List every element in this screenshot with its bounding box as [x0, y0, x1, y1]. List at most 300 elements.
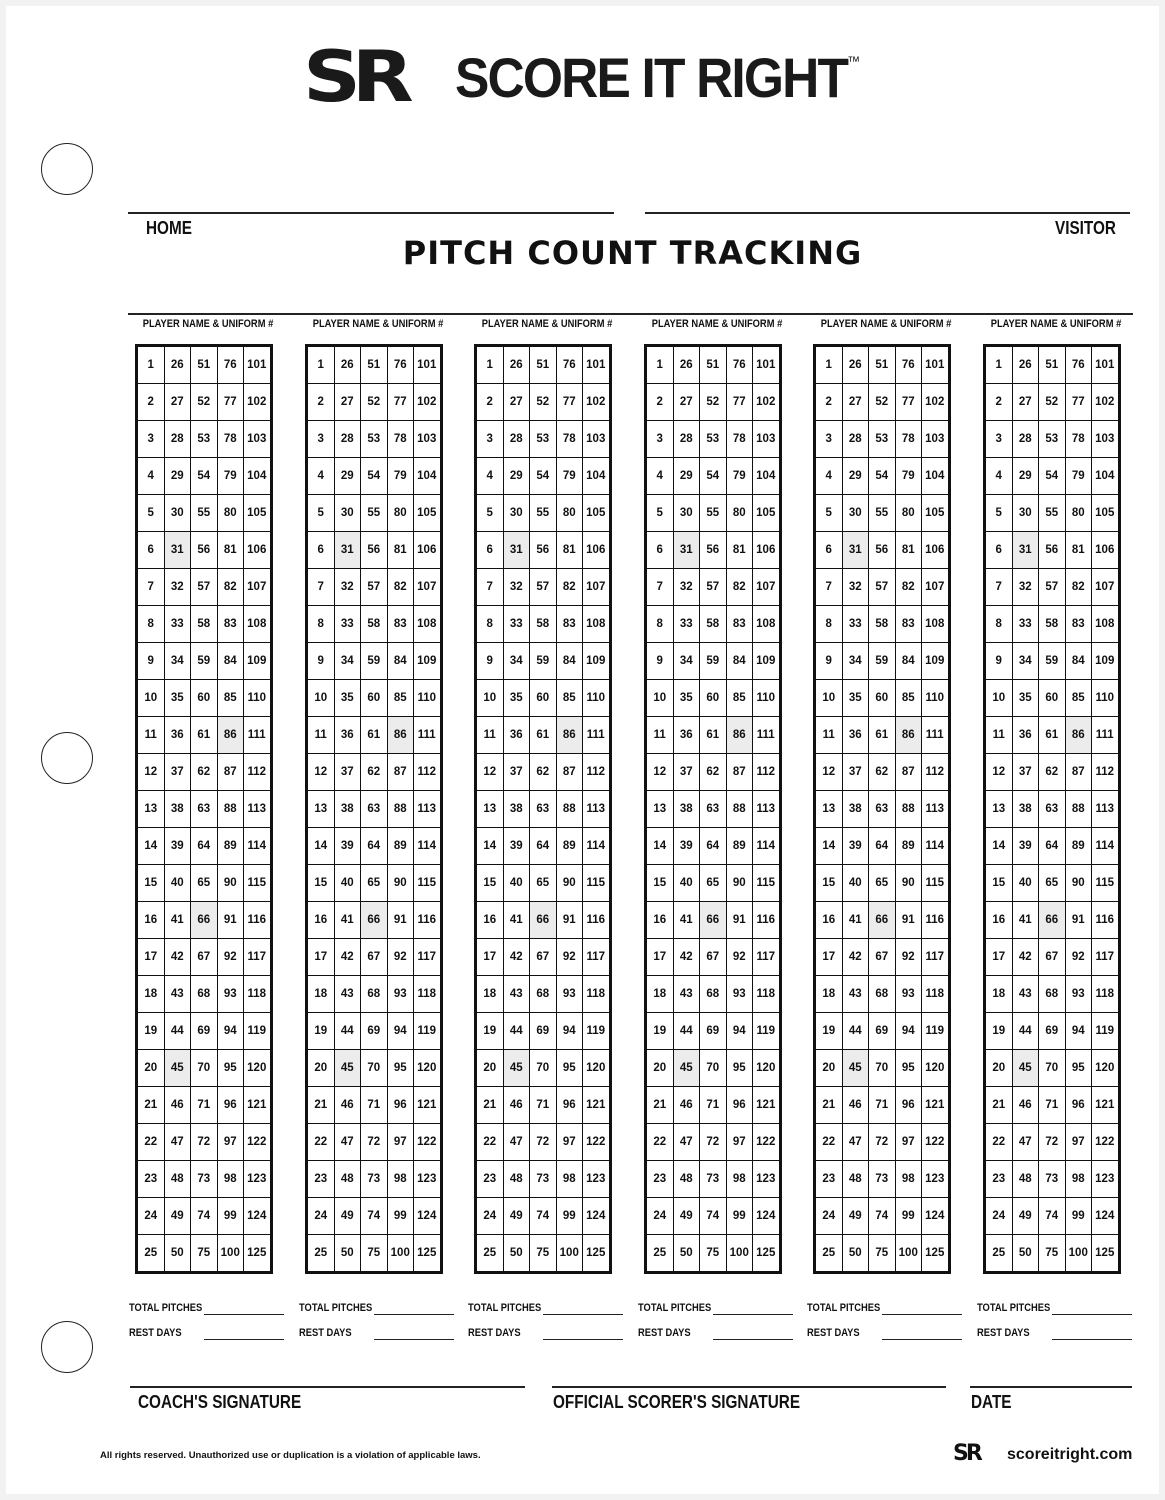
- pitch-cell[interactable]: 100: [726, 1235, 753, 1273]
- pitch-cell[interactable]: 121: [1092, 1087, 1120, 1124]
- pitch-cell[interactable]: 16: [476, 902, 504, 939]
- pitch-cell[interactable]: 80: [1065, 495, 1092, 532]
- pitch-cell[interactable]: 85: [387, 680, 414, 717]
- pitch-cell[interactable]: 103: [414, 421, 442, 458]
- pitch-cell[interactable]: 84: [726, 643, 753, 680]
- pitch-cell[interactable]: 62: [361, 754, 388, 791]
- pitch-cell[interactable]: 64: [700, 828, 727, 865]
- pitch-cell[interactable]: 37: [503, 754, 530, 791]
- pitch-cell[interactable]: 118: [583, 976, 611, 1013]
- pitch-cell[interactable]: 117: [1092, 939, 1120, 976]
- pitch-cell[interactable]: 96: [387, 1087, 414, 1124]
- pitch-cell[interactable]: 83: [726, 606, 753, 643]
- pitch-cell[interactable]: 58: [530, 606, 557, 643]
- pitch-cell[interactable]: 35: [334, 680, 361, 717]
- pitch-cell[interactable]: 57: [191, 569, 218, 606]
- pitch-cell[interactable]: 45: [164, 1050, 191, 1087]
- pitch-cell[interactable]: 1: [476, 346, 504, 384]
- total-pitches-line[interactable]: [374, 1314, 454, 1315]
- pitch-cell[interactable]: 74: [530, 1198, 557, 1235]
- pitch-cell[interactable]: 18: [307, 976, 335, 1013]
- pitch-cell[interactable]: 74: [361, 1198, 388, 1235]
- pitch-cell[interactable]: 14: [646, 828, 674, 865]
- pitch-cell[interactable]: 54: [700, 458, 727, 495]
- pitch-cell[interactable]: 11: [646, 717, 674, 754]
- pitch-cell[interactable]: 60: [869, 680, 896, 717]
- pitch-cell[interactable]: 75: [530, 1235, 557, 1273]
- pitch-cell[interactable]: 23: [815, 1161, 843, 1198]
- pitch-cell[interactable]: 73: [1039, 1161, 1066, 1198]
- pitch-cell[interactable]: 50: [842, 1235, 869, 1273]
- pitch-cell[interactable]: 74: [869, 1198, 896, 1235]
- pitch-cell[interactable]: 48: [164, 1161, 191, 1198]
- pitch-cell[interactable]: 31: [164, 532, 191, 569]
- pitch-cell[interactable]: 99: [217, 1198, 244, 1235]
- pitch-cell[interactable]: 118: [753, 976, 781, 1013]
- pitch-cell[interactable]: 83: [895, 606, 922, 643]
- pitch-cell[interactable]: 77: [217, 384, 244, 421]
- pitch-cell[interactable]: 8: [985, 606, 1013, 643]
- pitch-cell[interactable]: 6: [815, 532, 843, 569]
- pitch-cell[interactable]: 52: [191, 384, 218, 421]
- pitch-cell[interactable]: 61: [191, 717, 218, 754]
- pitch-cell[interactable]: 50: [164, 1235, 191, 1273]
- pitch-cell[interactable]: 46: [842, 1087, 869, 1124]
- pitch-cell[interactable]: 36: [164, 717, 191, 754]
- pitch-cell[interactable]: 57: [530, 569, 557, 606]
- pitch-cell[interactable]: 119: [1092, 1013, 1120, 1050]
- pitch-cell[interactable]: 11: [815, 717, 843, 754]
- pitch-cell[interactable]: 81: [726, 532, 753, 569]
- pitch-cell[interactable]: 42: [673, 939, 700, 976]
- pitch-cell[interactable]: 96: [217, 1087, 244, 1124]
- pitch-cell[interactable]: 111: [922, 717, 950, 754]
- pitch-cell[interactable]: 100: [387, 1235, 414, 1273]
- pitch-cell[interactable]: 29: [164, 458, 191, 495]
- player-name-label[interactable]: PLAYER NAME & UNIFORM #: [820, 318, 952, 330]
- pitch-cell[interactable]: 11: [307, 717, 335, 754]
- pitch-cell[interactable]: 108: [753, 606, 781, 643]
- pitch-cell[interactable]: 79: [387, 458, 414, 495]
- pitch-cell[interactable]: 52: [700, 384, 727, 421]
- pitch-cell[interactable]: 43: [1012, 976, 1039, 1013]
- pitch-cell[interactable]: 24: [815, 1198, 843, 1235]
- pitch-cell[interactable]: 82: [895, 569, 922, 606]
- pitch-cell[interactable]: 7: [815, 569, 843, 606]
- pitch-cell[interactable]: 125: [414, 1235, 442, 1273]
- pitch-cell[interactable]: 74: [191, 1198, 218, 1235]
- pitch-cell[interactable]: 65: [530, 865, 557, 902]
- pitch-cell[interactable]: 57: [700, 569, 727, 606]
- pitch-cell[interactable]: 53: [530, 421, 557, 458]
- pitch-cell[interactable]: 66: [1039, 902, 1066, 939]
- pitch-cell[interactable]: 8: [307, 606, 335, 643]
- pitch-cell[interactable]: 110: [414, 680, 442, 717]
- pitch-cell[interactable]: 90: [217, 865, 244, 902]
- pitch-cell[interactable]: 43: [334, 976, 361, 1013]
- pitch-cell[interactable]: 113: [1092, 791, 1120, 828]
- pitch-cell[interactable]: 58: [700, 606, 727, 643]
- pitch-cell[interactable]: 55: [700, 495, 727, 532]
- pitch-cell[interactable]: 25: [646, 1235, 674, 1273]
- pitch-cell[interactable]: 97: [217, 1124, 244, 1161]
- pitch-cell[interactable]: 63: [191, 791, 218, 828]
- pitch-cell[interactable]: 99: [726, 1198, 753, 1235]
- pitch-cell[interactable]: 108: [922, 606, 950, 643]
- pitch-cell[interactable]: 100: [1065, 1235, 1092, 1273]
- pitch-cell[interactable]: 83: [217, 606, 244, 643]
- pitch-cell[interactable]: 37: [334, 754, 361, 791]
- pitch-cell[interactable]: 116: [1092, 902, 1120, 939]
- pitch-cell[interactable]: 24: [307, 1198, 335, 1235]
- pitch-cell[interactable]: 107: [922, 569, 950, 606]
- pitch-cell[interactable]: 32: [503, 569, 530, 606]
- pitch-cell[interactable]: 95: [556, 1050, 583, 1087]
- pitch-cell[interactable]: 8: [137, 606, 165, 643]
- pitch-cell[interactable]: 78: [387, 421, 414, 458]
- pitch-cell[interactable]: 35: [164, 680, 191, 717]
- pitch-cell[interactable]: 95: [217, 1050, 244, 1087]
- pitch-cell[interactable]: 47: [842, 1124, 869, 1161]
- date-line[interactable]: [970, 1386, 1132, 1388]
- pitch-cell[interactable]: 75: [361, 1235, 388, 1273]
- pitch-cell[interactable]: 99: [1065, 1198, 1092, 1235]
- pitch-cell[interactable]: 123: [244, 1161, 272, 1198]
- pitch-cell[interactable]: 18: [646, 976, 674, 1013]
- pitch-cell[interactable]: 20: [985, 1050, 1013, 1087]
- pitch-cell[interactable]: 42: [503, 939, 530, 976]
- pitch-cell[interactable]: 59: [869, 643, 896, 680]
- pitch-cell[interactable]: 26: [164, 346, 191, 384]
- pitch-cell[interactable]: 1: [646, 346, 674, 384]
- pitch-cell[interactable]: 71: [191, 1087, 218, 1124]
- pitch-cell[interactable]: 18: [815, 976, 843, 1013]
- pitch-cell[interactable]: 81: [387, 532, 414, 569]
- pitch-cell[interactable]: 22: [137, 1124, 165, 1161]
- pitch-cell[interactable]: 7: [137, 569, 165, 606]
- pitch-cell[interactable]: 69: [700, 1013, 727, 1050]
- pitch-cell[interactable]: 109: [583, 643, 611, 680]
- pitch-cell[interactable]: 27: [1012, 384, 1039, 421]
- pitch-cell[interactable]: 65: [361, 865, 388, 902]
- player-name-label[interactable]: PLAYER NAME & UNIFORM #: [651, 318, 783, 330]
- pitch-cell[interactable]: 2: [476, 384, 504, 421]
- pitch-cell[interactable]: 37: [164, 754, 191, 791]
- pitch-cell[interactable]: 85: [726, 680, 753, 717]
- pitch-cell[interactable]: 80: [726, 495, 753, 532]
- pitch-cell[interactable]: 76: [1065, 346, 1092, 384]
- player-name-label[interactable]: PLAYER NAME & UNIFORM #: [990, 318, 1122, 330]
- pitch-cell[interactable]: 6: [985, 532, 1013, 569]
- pitch-cell[interactable]: 119: [414, 1013, 442, 1050]
- pitch-cell[interactable]: 15: [646, 865, 674, 902]
- pitch-cell[interactable]: 41: [1012, 902, 1039, 939]
- pitch-cell[interactable]: 109: [414, 643, 442, 680]
- pitch-cell[interactable]: 51: [700, 346, 727, 384]
- pitch-cell[interactable]: 85: [895, 680, 922, 717]
- pitch-cell[interactable]: 86: [217, 717, 244, 754]
- pitch-cell[interactable]: 94: [387, 1013, 414, 1050]
- pitch-cell[interactable]: 100: [556, 1235, 583, 1273]
- pitch-cell[interactable]: 42: [1012, 939, 1039, 976]
- pitch-cell[interactable]: 88: [556, 791, 583, 828]
- pitch-cell[interactable]: 43: [842, 976, 869, 1013]
- pitch-cell[interactable]: 13: [815, 791, 843, 828]
- pitch-cell[interactable]: 55: [191, 495, 218, 532]
- pitch-cell[interactable]: 13: [307, 791, 335, 828]
- pitch-cell[interactable]: 69: [530, 1013, 557, 1050]
- pitch-cell[interactable]: 12: [815, 754, 843, 791]
- pitch-cell[interactable]: 87: [895, 754, 922, 791]
- pitch-cell[interactable]: 66: [869, 902, 896, 939]
- pitch-cell[interactable]: 82: [556, 569, 583, 606]
- pitch-cell[interactable]: 1: [815, 346, 843, 384]
- pitch-cell[interactable]: 56: [191, 532, 218, 569]
- pitch-cell[interactable]: 8: [815, 606, 843, 643]
- pitch-cell[interactable]: 37: [673, 754, 700, 791]
- pitch-cell[interactable]: 120: [922, 1050, 950, 1087]
- pitch-cell[interactable]: 5: [815, 495, 843, 532]
- pitch-cell[interactable]: 26: [1012, 346, 1039, 384]
- pitch-cell[interactable]: 7: [646, 569, 674, 606]
- pitch-cell[interactable]: 89: [726, 828, 753, 865]
- player-name-label[interactable]: PLAYER NAME & UNIFORM #: [312, 318, 444, 330]
- pitch-cell[interactable]: 19: [985, 1013, 1013, 1050]
- pitch-cell[interactable]: 21: [307, 1087, 335, 1124]
- pitch-cell[interactable]: 74: [700, 1198, 727, 1235]
- pitch-cell[interactable]: 23: [476, 1161, 504, 1198]
- pitch-cell[interactable]: 64: [361, 828, 388, 865]
- pitch-cell[interactable]: 27: [334, 384, 361, 421]
- pitch-cell[interactable]: 107: [1092, 569, 1120, 606]
- pitch-cell[interactable]: 114: [414, 828, 442, 865]
- pitch-cell[interactable]: 39: [842, 828, 869, 865]
- pitch-cell[interactable]: 88: [895, 791, 922, 828]
- pitch-cell[interactable]: 17: [815, 939, 843, 976]
- pitch-cell[interactable]: 77: [1065, 384, 1092, 421]
- player-name-label[interactable]: PLAYER NAME & UNIFORM #: [142, 318, 274, 330]
- pitch-cell[interactable]: 72: [191, 1124, 218, 1161]
- pitch-cell[interactable]: 60: [361, 680, 388, 717]
- pitch-cell[interactable]: 10: [646, 680, 674, 717]
- pitch-cell[interactable]: 122: [1092, 1124, 1120, 1161]
- pitch-cell[interactable]: 17: [646, 939, 674, 976]
- pitch-cell[interactable]: 87: [217, 754, 244, 791]
- pitch-cell[interactable]: 106: [414, 532, 442, 569]
- pitch-cell[interactable]: 71: [530, 1087, 557, 1124]
- pitch-cell[interactable]: 23: [985, 1161, 1013, 1198]
- pitch-cell[interactable]: 66: [700, 902, 727, 939]
- pitch-cell[interactable]: 105: [1092, 495, 1120, 532]
- pitch-cell[interactable]: 47: [334, 1124, 361, 1161]
- pitch-cell[interactable]: 33: [503, 606, 530, 643]
- pitch-cell[interactable]: 31: [334, 532, 361, 569]
- pitch-cell[interactable]: 103: [922, 421, 950, 458]
- pitch-cell[interactable]: 13: [985, 791, 1013, 828]
- pitch-cell[interactable]: 33: [164, 606, 191, 643]
- pitch-cell[interactable]: 120: [583, 1050, 611, 1087]
- pitch-cell[interactable]: 59: [191, 643, 218, 680]
- pitch-cell[interactable]: 51: [530, 346, 557, 384]
- pitch-cell[interactable]: 111: [583, 717, 611, 754]
- pitch-cell[interactable]: 93: [556, 976, 583, 1013]
- pitch-cell[interactable]: 73: [530, 1161, 557, 1198]
- pitch-cell[interactable]: 55: [1039, 495, 1066, 532]
- pitch-cell[interactable]: 113: [414, 791, 442, 828]
- pitch-cell[interactable]: 79: [1065, 458, 1092, 495]
- pitch-cell[interactable]: 79: [726, 458, 753, 495]
- pitch-cell[interactable]: 77: [556, 384, 583, 421]
- pitch-cell[interactable]: 63: [530, 791, 557, 828]
- pitch-cell[interactable]: 105: [753, 495, 781, 532]
- pitch-cell[interactable]: 122: [753, 1124, 781, 1161]
- pitch-cell[interactable]: 68: [1039, 976, 1066, 1013]
- pitch-cell[interactable]: 9: [476, 643, 504, 680]
- pitch-cell[interactable]: 32: [164, 569, 191, 606]
- pitch-cell[interactable]: 95: [726, 1050, 753, 1087]
- pitch-cell[interactable]: 41: [334, 902, 361, 939]
- scorer-signature-line[interactable]: [552, 1386, 946, 1388]
- pitch-cell[interactable]: 9: [307, 643, 335, 680]
- pitch-cell[interactable]: 39: [1012, 828, 1039, 865]
- pitch-cell[interactable]: 6: [476, 532, 504, 569]
- pitch-cell[interactable]: 47: [1012, 1124, 1039, 1161]
- pitch-cell[interactable]: 34: [334, 643, 361, 680]
- pitch-cell[interactable]: 114: [583, 828, 611, 865]
- pitch-cell[interactable]: 23: [307, 1161, 335, 1198]
- pitch-cell[interactable]: 22: [646, 1124, 674, 1161]
- pitch-cell[interactable]: 38: [503, 791, 530, 828]
- pitch-cell[interactable]: 71: [1039, 1087, 1066, 1124]
- pitch-cell[interactable]: 54: [191, 458, 218, 495]
- pitch-cell[interactable]: 93: [1065, 976, 1092, 1013]
- pitch-cell[interactable]: 99: [556, 1198, 583, 1235]
- pitch-cell[interactable]: 93: [726, 976, 753, 1013]
- pitch-cell[interactable]: 51: [361, 346, 388, 384]
- pitch-cell[interactable]: 35: [503, 680, 530, 717]
- pitch-cell[interactable]: 54: [1039, 458, 1066, 495]
- pitch-cell[interactable]: 45: [673, 1050, 700, 1087]
- pitch-cell[interactable]: 87: [387, 754, 414, 791]
- pitch-cell[interactable]: 25: [476, 1235, 504, 1273]
- pitch-cell[interactable]: 75: [191, 1235, 218, 1273]
- pitch-cell[interactable]: 32: [673, 569, 700, 606]
- pitch-cell[interactable]: 67: [1039, 939, 1066, 976]
- pitch-cell[interactable]: 33: [334, 606, 361, 643]
- pitch-cell[interactable]: 20: [646, 1050, 674, 1087]
- pitch-cell[interactable]: 35: [842, 680, 869, 717]
- pitch-cell[interactable]: 69: [361, 1013, 388, 1050]
- pitch-cell[interactable]: 84: [1065, 643, 1092, 680]
- pitch-cell[interactable]: 10: [137, 680, 165, 717]
- pitch-cell[interactable]: 49: [673, 1198, 700, 1235]
- pitch-cell[interactable]: 103: [583, 421, 611, 458]
- pitch-cell[interactable]: 56: [1039, 532, 1066, 569]
- pitch-cell[interactable]: 38: [164, 791, 191, 828]
- pitch-cell[interactable]: 122: [414, 1124, 442, 1161]
- pitch-cell[interactable]: 105: [922, 495, 950, 532]
- pitch-cell[interactable]: 15: [307, 865, 335, 902]
- pitch-cell[interactable]: 21: [476, 1087, 504, 1124]
- pitch-cell[interactable]: 120: [414, 1050, 442, 1087]
- pitch-cell[interactable]: 43: [673, 976, 700, 1013]
- pitch-cell[interactable]: 99: [895, 1198, 922, 1235]
- pitch-cell[interactable]: 27: [503, 384, 530, 421]
- pitch-cell[interactable]: 52: [361, 384, 388, 421]
- pitch-cell[interactable]: 58: [869, 606, 896, 643]
- pitch-cell[interactable]: 72: [1039, 1124, 1066, 1161]
- pitch-cell[interactable]: 10: [307, 680, 335, 717]
- pitch-cell[interactable]: 12: [476, 754, 504, 791]
- pitch-cell[interactable]: 101: [753, 346, 781, 384]
- pitch-cell[interactable]: 20: [815, 1050, 843, 1087]
- pitch-cell[interactable]: 53: [191, 421, 218, 458]
- pitch-cell[interactable]: 108: [1092, 606, 1120, 643]
- pitch-cell[interactable]: 64: [530, 828, 557, 865]
- pitch-cell[interactable]: 19: [646, 1013, 674, 1050]
- pitch-cell[interactable]: 91: [895, 902, 922, 939]
- pitch-cell[interactable]: 13: [137, 791, 165, 828]
- pitch-cell[interactable]: 9: [985, 643, 1013, 680]
- pitch-cell[interactable]: 45: [334, 1050, 361, 1087]
- pitch-cell[interactable]: 78: [1065, 421, 1092, 458]
- pitch-cell[interactable]: 3: [815, 421, 843, 458]
- pitch-cell[interactable]: 94: [556, 1013, 583, 1050]
- pitch-cell[interactable]: 102: [414, 384, 442, 421]
- pitch-cell[interactable]: 24: [476, 1198, 504, 1235]
- pitch-cell[interactable]: 34: [164, 643, 191, 680]
- pitch-cell[interactable]: 18: [476, 976, 504, 1013]
- pitch-cell[interactable]: 4: [985, 458, 1013, 495]
- pitch-cell[interactable]: 29: [503, 458, 530, 495]
- pitch-cell[interactable]: 33: [673, 606, 700, 643]
- pitch-cell[interactable]: 70: [191, 1050, 218, 1087]
- total-pitches-line[interactable]: [204, 1314, 284, 1315]
- pitch-cell[interactable]: 117: [753, 939, 781, 976]
- pitch-cell[interactable]: 49: [1012, 1198, 1039, 1235]
- pitch-cell[interactable]: 2: [137, 384, 165, 421]
- pitch-cell[interactable]: 28: [1012, 421, 1039, 458]
- pitch-cell[interactable]: 76: [217, 346, 244, 384]
- pitch-cell[interactable]: 79: [217, 458, 244, 495]
- pitch-cell[interactable]: 38: [842, 791, 869, 828]
- pitch-cell[interactable]: 49: [164, 1198, 191, 1235]
- pitch-cell[interactable]: 2: [307, 384, 335, 421]
- pitch-cell[interactable]: 103: [244, 421, 272, 458]
- pitch-cell[interactable]: 24: [985, 1198, 1013, 1235]
- pitch-cell[interactable]: 118: [1092, 976, 1120, 1013]
- pitch-cell[interactable]: 98: [726, 1161, 753, 1198]
- pitch-cell[interactable]: 106: [922, 532, 950, 569]
- pitch-cell[interactable]: 31: [842, 532, 869, 569]
- pitch-cell[interactable]: 69: [869, 1013, 896, 1050]
- pitch-cell[interactable]: 40: [503, 865, 530, 902]
- pitch-cell[interactable]: 32: [334, 569, 361, 606]
- pitch-cell[interactable]: 58: [361, 606, 388, 643]
- pitch-cell[interactable]: 28: [673, 421, 700, 458]
- pitch-cell[interactable]: 106: [1092, 532, 1120, 569]
- pitch-cell[interactable]: 97: [556, 1124, 583, 1161]
- pitch-cell[interactable]: 80: [556, 495, 583, 532]
- pitch-cell[interactable]: 115: [753, 865, 781, 902]
- pitch-cell[interactable]: 29: [673, 458, 700, 495]
- rest-days-line[interactable]: [713, 1339, 793, 1340]
- pitch-cell[interactable]: 10: [985, 680, 1013, 717]
- pitch-cell[interactable]: 125: [583, 1235, 611, 1273]
- pitch-cell[interactable]: 70: [700, 1050, 727, 1087]
- pitch-cell[interactable]: 98: [895, 1161, 922, 1198]
- pitch-cell[interactable]: 66: [191, 902, 218, 939]
